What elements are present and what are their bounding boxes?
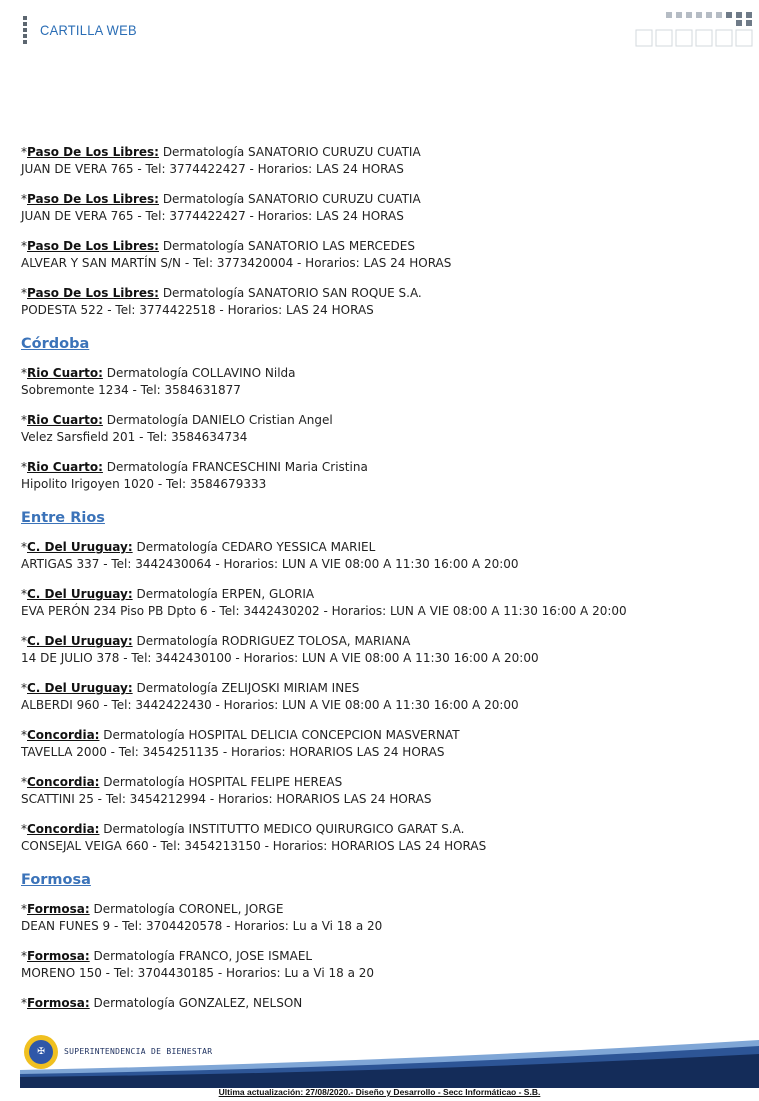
provider-desc: Dermatología ERPEN, GLORIA	[136, 587, 315, 601]
header-decoration	[634, 10, 759, 50]
provider-desc: Dermatología RODRIGUEZ TOLOSA, MARIANA	[136, 634, 411, 648]
list-item: *C. Del Uruguay: Dermatología ERPEN, GLORIA EVA PERÓN 234 Piso PB Dpto 6 - Tel: 3442430202 - Horarios: LUN A VIE 08:00 A 11:30 16:00 A 20:00	[21, 586, 746, 620]
list-item: *Concordia: Dermatología INSTITUTTO MEDICO QUIRURGICO GARAT S.A. CONSEJAL VEIGA 660 - Tel: 3454213150 - Horarios: HORARIOS LAS 24 HORAS	[21, 821, 746, 855]
provider-detail: EVA PERÓN 234 Piso PB Dpto 6 - Tel: 3442430202 - Horarios: LUN A VIE 08:00 A 11:30 16:00 A 20:00	[21, 604, 627, 618]
provider-desc: Dermatología SANATORIO LAS MERCEDES	[162, 239, 415, 253]
city-label: Paso De Los Libres:	[27, 286, 159, 300]
city-label: Rio Cuarto:	[27, 366, 103, 380]
provider-desc: Dermatología GONZALEZ, NELSON	[93, 996, 303, 1010]
page-header	[0, 0, 759, 60]
list-item: *Concordia: Dermatología HOSPITAL DELICIA CONCEPCION MASVERNAT TAVELLA 2000 - Tel: 3454251135 - Horarios: HORARIOS LAS 24 HORAS	[21, 727, 746, 761]
provider-detail: ARTIGAS 337 - Tel: 3442430064 - Horarios: LUN A VIE 08:00 A 11:30 16:00 A 20:00	[21, 557, 519, 571]
provider-desc: Dermatología COLLAVINO Nilda	[106, 366, 296, 380]
institution-seal-icon	[24, 1035, 58, 1069]
list-item: *Rio Cuarto: Dermatología COLLAVINO Nilda Sobremonte 1234 - Tel: 3584631877	[21, 365, 746, 399]
list-item: *Paso De Los Libres: Dermatología SANATORIO LAS MERCEDES ALVEAR Y SAN MARTÍN S/N - Tel: 3773420004 - Horarios: LAS 24 HORAS	[21, 238, 746, 272]
provider-detail: MORENO 150 - Tel: 3704430185 - Horarios: Lu a Vi 18 a 20	[21, 966, 375, 980]
province-heading-formosa[interactable]: Formosa	[21, 872, 91, 888]
provider-desc: Dermatología SANATORIO SAN ROQUE S.A.	[162, 286, 422, 300]
provider-detail: JUAN DE VERA 765 - Tel: 3774422427 - Horarios: LAS 24 HORAS	[21, 162, 404, 176]
provider-desc: Dermatología CORONEL, JORGE	[93, 902, 284, 916]
provider-desc: Dermatología FRANCESCHINI Maria Cristina	[106, 460, 368, 474]
list-item: *Formosa: Dermatología CORONEL, JORGE DEAN FUNES 9 - Tel: 3704420578 - Horarios: Lu a Vi 18 a 20	[21, 901, 746, 935]
list-item: *Concordia: Dermatología HOSPITAL FELIPE HEREAS SCATTINI 25 - Tel: 3454212994 - Horarios: HORARIOS LAS 24 HORAS	[21, 774, 746, 808]
city-label: C. Del Uruguay:	[27, 634, 133, 648]
directory-content	[21, 144, 746, 1025]
provider-detail: ALVEAR Y SAN MARTÍN S/N - Tel: 3773420004 - Horarios: LAS 24 HORAS	[21, 256, 452, 270]
provider-detail: ALBERDI 960 - Tel: 3442422430 - Horarios: LUN A VIE 08:00 A 11:30 16:00 A 20:00	[21, 698, 519, 712]
provider-detail: PODESTA 522 - Tel: 3774422518 - Horarios: LAS 24 HORAS	[21, 303, 374, 317]
provider-desc: Dermatología INSTITUTTO MEDICO QUIRURGICO GARAT S.A.	[103, 822, 465, 836]
provider-desc: Dermatología HOSPITAL DELICIA CONCEPCION MASVERNAT	[103, 728, 460, 742]
city-label: Formosa:	[27, 949, 90, 963]
last-updated-note: Ultima actualización: 27/08/2020.- Diseño y Desarrollo - Secc Informáticao - S.B.	[218, 1087, 541, 1097]
header-accent-bar	[23, 16, 27, 46]
city-label: Formosa:	[27, 902, 90, 916]
city-label: Paso De Los Libres:	[27, 239, 159, 253]
list-item: *Paso De Los Libres: Dermatología SANATORIO CURUZU CUATIA JUAN DE VERA 765 - Tel: 3774422427 - Horarios: LAS 24 HORAS	[21, 191, 746, 225]
city-label: Rio Cuarto:	[27, 460, 103, 474]
provider-detail: Velez Sarsfield 201 - Tel: 3584634734	[21, 430, 248, 444]
city-label: Formosa:	[27, 996, 90, 1010]
organization-name: SUPERINTENDENCIA DE BIENESTAR	[64, 1047, 213, 1056]
city-label: C. Del Uruguay:	[27, 587, 133, 601]
list-item: *Formosa: Dermatología GONZALEZ, NELSON	[21, 996, 303, 1010]
provider-detail: 14 DE JULIO 378 - Tel: 3442430100 - Horarios: LUN A VIE 08:00 A 11:30 16:00 A 20:00	[21, 651, 539, 665]
page-title: CARTILLA WEB	[40, 22, 137, 38]
city-label: C. Del Uruguay:	[27, 681, 133, 695]
provider-desc: Dermatología SANATORIO CURUZU CUATIA	[162, 192, 421, 206]
provider-desc: Dermatología DANIELO Cristian Angel	[106, 413, 333, 427]
city-label: Rio Cuarto:	[27, 413, 103, 427]
list-item: *C. Del Uruguay: Dermatología RODRIGUEZ TOLOSA, MARIANA 14 DE JULIO 378 - Tel: 3442430100 - Horarios: LUN A VIE 08:00 A 11:30 16:00 A 20:00	[21, 633, 746, 667]
city-label: Concordia:	[27, 822, 100, 836]
provider-desc: Dermatología FRANCO, JOSE ISMAEL	[93, 949, 313, 963]
provider-desc: Dermatología HOSPITAL FELIPE HEREAS	[103, 775, 343, 789]
city-label: Concordia:	[27, 728, 100, 742]
provider-desc: Dermatología SANATORIO CURUZU CUATIA	[162, 145, 421, 159]
list-item: *Paso De Los Libres: Dermatología SANATORIO CURUZU CUATIA JUAN DE VERA 765 - Tel: 3774422427 - Horarios: LAS 24 HORAS	[21, 144, 746, 178]
list-item: *Paso De Los Libres: Dermatología SANATORIO SAN ROQUE S.A. PODESTA 522 - Tel: 3774422518 - Horarios: LAS 24 HORAS	[21, 285, 746, 319]
provider-desc: Dermatología ZELIJOSKI MIRIAM INES	[136, 681, 360, 695]
list-item: *C. Del Uruguay: Dermatología CEDARO YESSICA MARIEL ARTIGAS 337 - Tel: 3442430064 - Horarios: LUN A VIE 08:00 A 11:30 16:00 A 20:00	[21, 539, 746, 573]
provider-detail: SCATTINI 25 - Tel: 3454212994 - Horarios: HORARIOS LAS 24 HORAS	[21, 792, 432, 806]
city-label: C. Del Uruguay:	[27, 540, 133, 554]
city-label: Paso De Los Libres:	[27, 192, 159, 206]
seal-emblem-icon: ✠	[29, 1040, 53, 1064]
province-heading-cordoba[interactable]: Córdoba	[21, 336, 90, 352]
province-heading-entre-rios[interactable]: Entre Rios	[21, 510, 105, 526]
city-label: Paso De Los Libres:	[27, 145, 159, 159]
list-item: *Rio Cuarto: Dermatología DANIELO Cristian Angel Velez Sarsfield 201 - Tel: 3584634734	[21, 412, 746, 446]
provider-detail: CONSEJAL VEIGA 660 - Tel: 3454213150 - Horarios: HORARIOS LAS 24 HORAS	[21, 839, 487, 853]
provider-detail: TAVELLA 2000 - Tel: 3454251135 - Horarios: HORARIOS LAS 24 HORAS	[21, 745, 445, 759]
footer-wave-banner	[0, 1030, 759, 1088]
list-item: *Rio Cuarto: Dermatología FRANCESCHINI Maria Cristina Hipolito Irigoyen 1020 - Tel: 3584679333	[21, 459, 746, 493]
provider-desc: Dermatología CEDARO YESSICA MARIEL	[136, 540, 376, 554]
city-label: Concordia:	[27, 775, 100, 789]
provider-detail: JUAN DE VERA 765 - Tel: 3774422427 - Horarios: LAS 24 HORAS	[21, 209, 404, 223]
list-item: *Formosa: Dermatología FRANCO, JOSE ISMAEL MORENO 150 - Tel: 3704430185 - Horarios: Lu a Vi 18 a 20	[21, 948, 746, 982]
provider-detail: DEAN FUNES 9 - Tel: 3704420578 - Horarios: Lu a Vi 18 a 20	[21, 919, 383, 933]
list-item: *C. Del Uruguay: Dermatología ZELIJOSKI MIRIAM INES ALBERDI 960 - Tel: 3442422430 - Horarios: LUN A VIE 08:00 A 11:30 16:00 A 20:00	[21, 680, 746, 714]
provider-detail: Hipolito Irigoyen 1020 - Tel: 3584679333	[21, 477, 267, 491]
provider-detail: Sobremonte 1234 - Tel: 3584631877	[21, 383, 241, 397]
